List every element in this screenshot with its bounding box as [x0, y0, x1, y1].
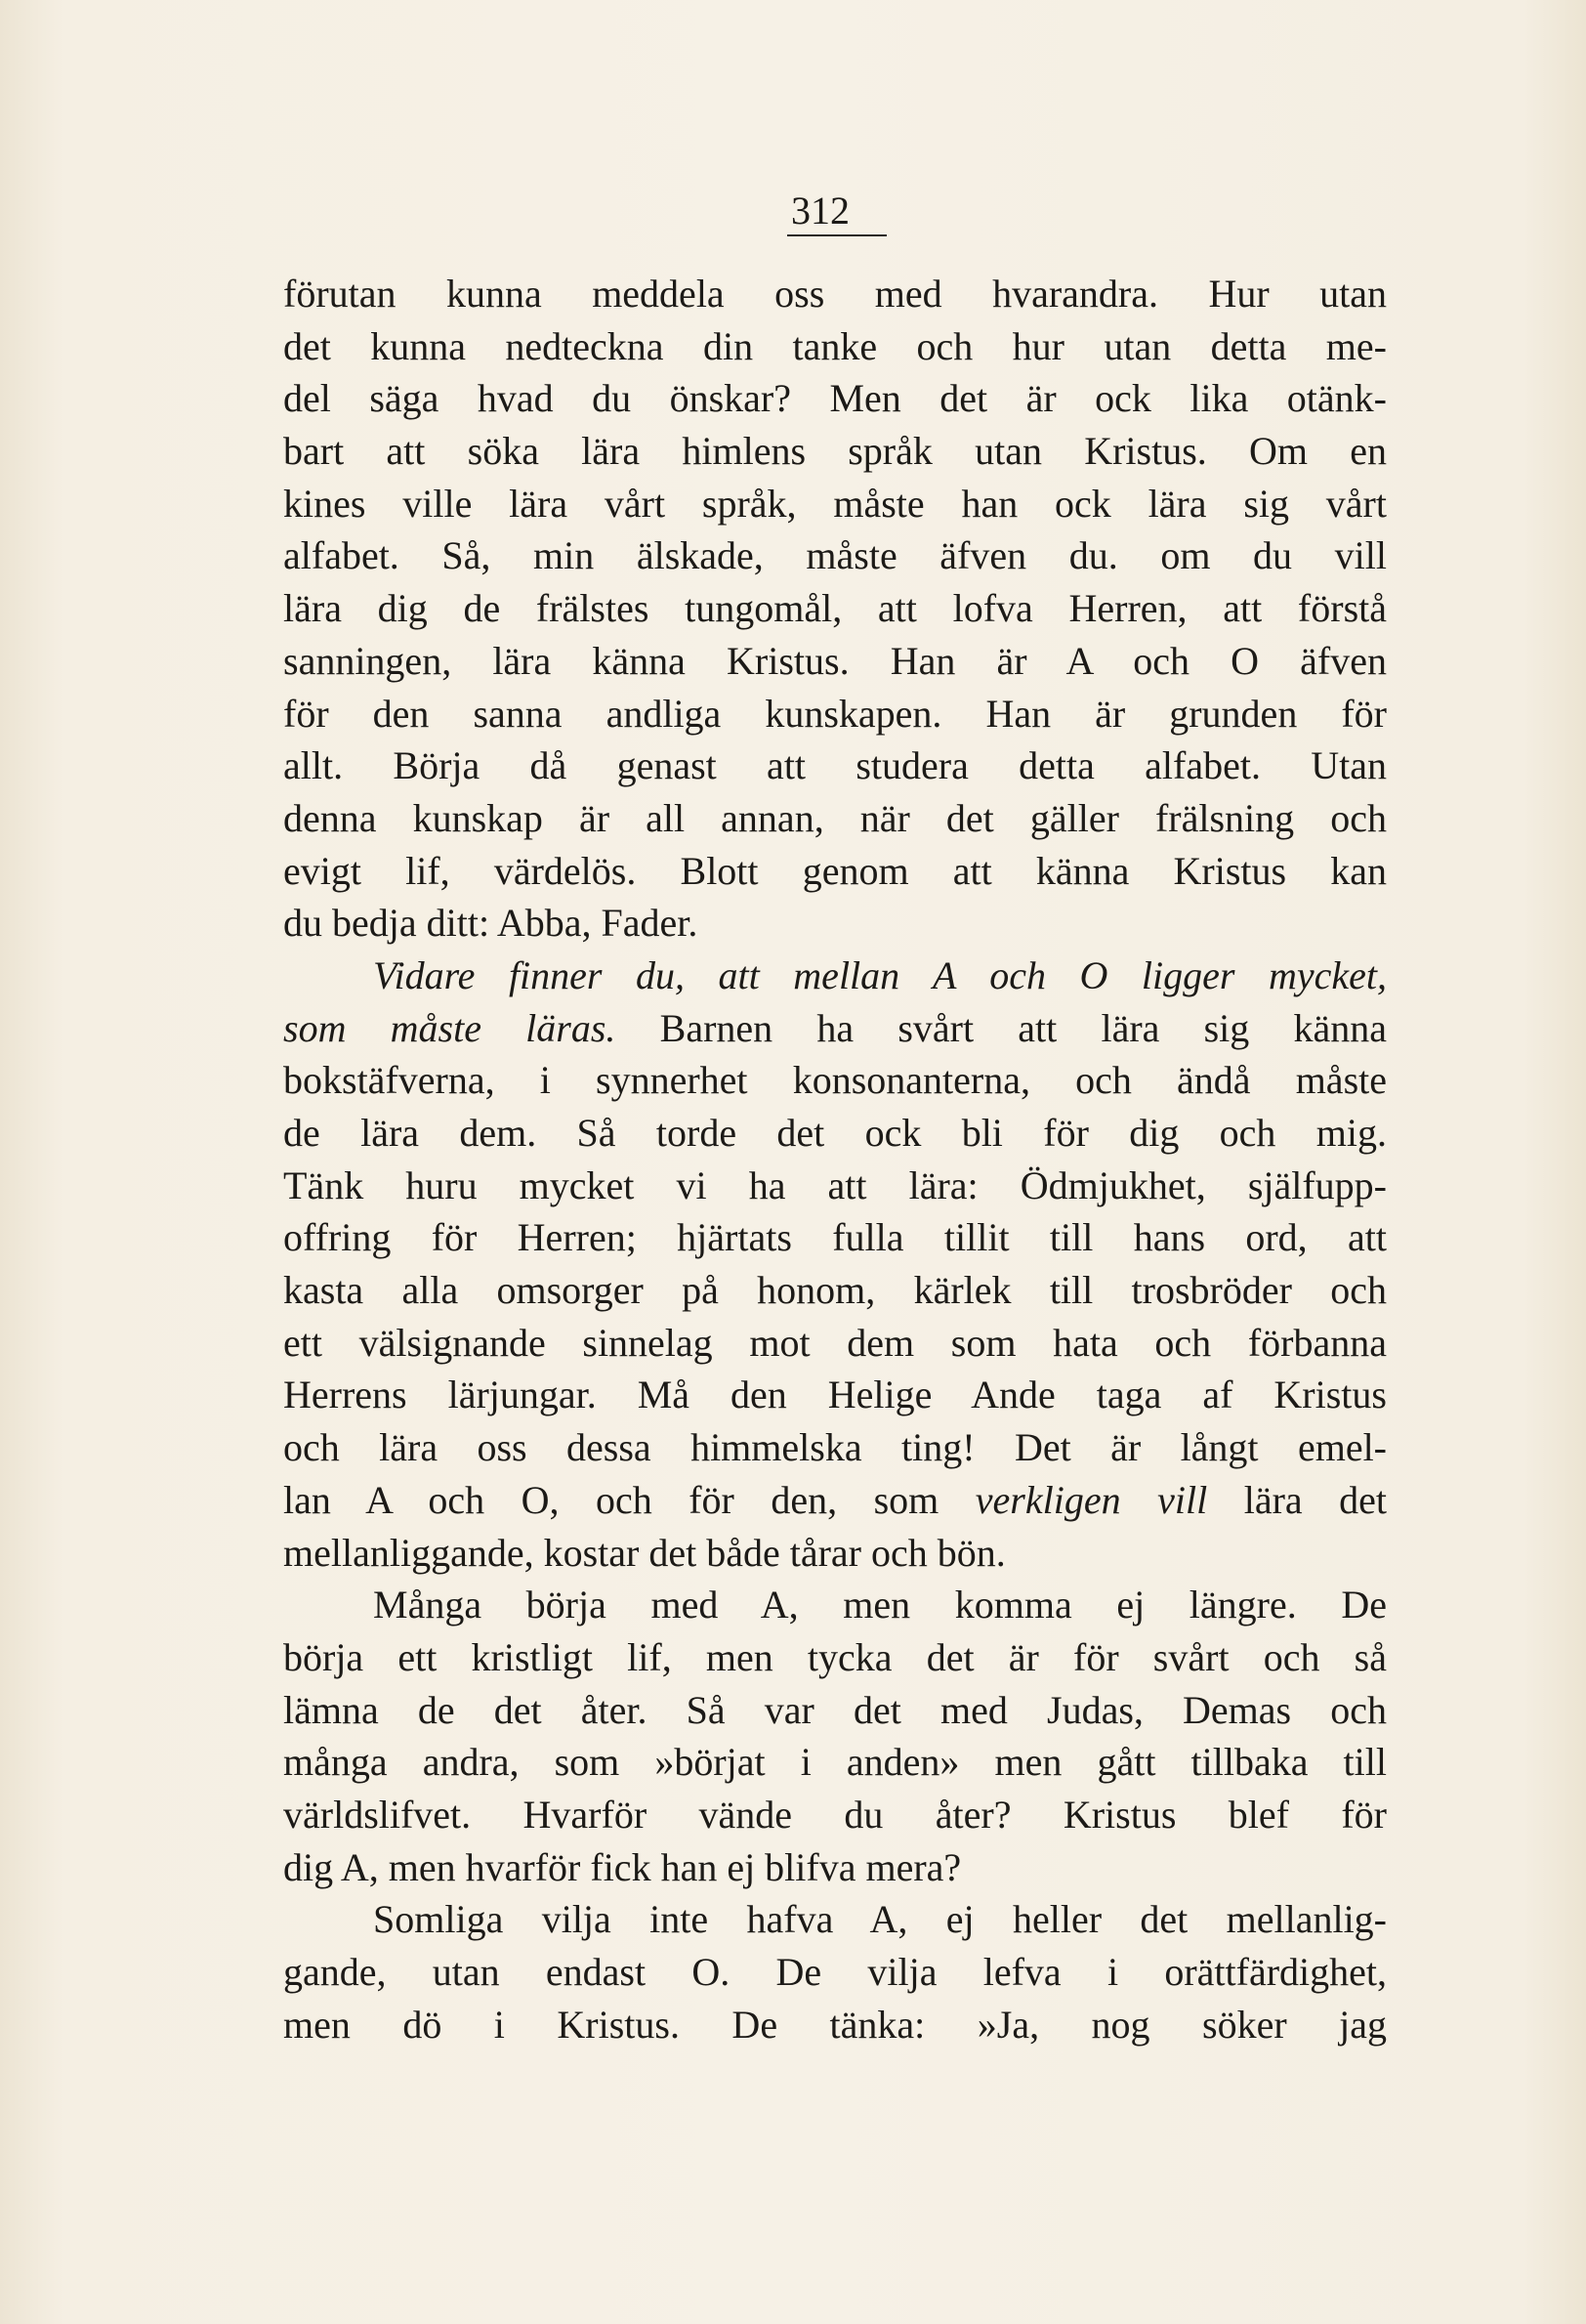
text-line: förutan kunna meddela oss med hvarandra. Hur utan [283, 272, 1387, 316]
text-line [283, 950, 1387, 1002]
text-line: men dö i Kristus. De tänka: »Ja, nog söker jag [283, 2002, 1387, 2047]
text-line: Många börja med A, men komma ej längre. De [373, 1583, 1387, 1627]
text-line: Herrens lärjungar. Må den Helige Ande taga af Kristus [283, 1373, 1387, 1417]
emphasis-text: Vidare finner du, att mellan A och O ligger mycket, [373, 952, 1387, 997]
text-line: alfabet. Så, min älskade, måste äfven du. om du vill [283, 533, 1387, 578]
text-line: kines ville lära vårt språk, måste han ock lära sig vårt [283, 481, 1387, 526]
text-line: som måste läras. Barnen ha svårt att lära sig känna [283, 1005, 1387, 1050]
text-line: världslifvet. Hvarför vände du åter? Kristus blef för [283, 1792, 1387, 1837]
text-line: Somliga vilja inte hafva A, ej heller det mellanlig- [373, 1897, 1387, 1942]
text-line: ett välsignande sinnelag mot dem som hata och förbanna [283, 1320, 1387, 1365]
text-line: det kunna nedteckna din tanke och hur utan detta me- [283, 323, 1387, 368]
text-line: denna kunskap är all annan, när det gäller frälsning och [283, 795, 1387, 840]
text-line: många andra, som »börjat i anden» men gått tillbaka till [283, 1740, 1387, 1785]
text-line: och lära oss dessa himmelska ting! Det är långt emel- [283, 1425, 1387, 1470]
text-line: Tänk huru mycket vi ha att lära: Ödmjukhet, själfupp- [283, 1162, 1387, 1207]
text-line: evigt lif, värdelös. Blott genom att känna Kristus kan [283, 848, 1387, 893]
text-line: del säga hvad du önskar? Men det är ock lika otänk- [283, 376, 1387, 421]
text-line: bart att söka lära himlens språk utan Kristus. Om en [283, 429, 1387, 474]
text-line: offring för Herren; hjärtats fulla tillit till hans ord, att [283, 1215, 1387, 1260]
text-line: börja ett kristligt lif, men tycka det är för svårt och så [283, 1634, 1387, 1679]
text-line: bokstäfverna, i synnerhet konsonanterna, och ändå måste [283, 1058, 1387, 1103]
text-line: lämna de det åter. Så var det med Judas, Demas och [283, 1687, 1387, 1732]
text-line: dig A, men hvarför fick han ej blifva mera? [283, 1844, 962, 1889]
page-number-rule [787, 234, 887, 236]
text-line: för den sanna andliga kunskapen. Han är grunden för [283, 691, 1387, 736]
text-line: kasta alla omsorger på honom, kärlek till trosbröder och [283, 1268, 1387, 1313]
emphasis-text: som måste läras. [283, 1005, 616, 1050]
text-line: lan A och O, och för den, som verkligen vill lära det [283, 1477, 1388, 1522]
text-line: de lära dem. Så torde det ock bli för dig och mig. [283, 1111, 1387, 1155]
text-line: allt. Börja då genast att studera detta alfabet. Utan [283, 743, 1387, 788]
body-text [283, 268, 1387, 2050]
page-number: 312 [791, 189, 850, 232]
text-line: gande, utan endast O. De vilja lefva i orättfärdighet, [283, 1950, 1387, 1994]
text-line: lära dig de frälstes tungomål, att lofva Herren, att förstå [283, 586, 1387, 631]
emphasis-text: verkligen vill [975, 1477, 1208, 1522]
text-line: sanningen, lära känna Kristus. Han är A och O äfven [283, 638, 1387, 683]
text-line: mellanliggande, kostar det både tårar och bön. [283, 1530, 1006, 1575]
text-line: du bedja ditt: Abba, Fader. [283, 901, 698, 946]
